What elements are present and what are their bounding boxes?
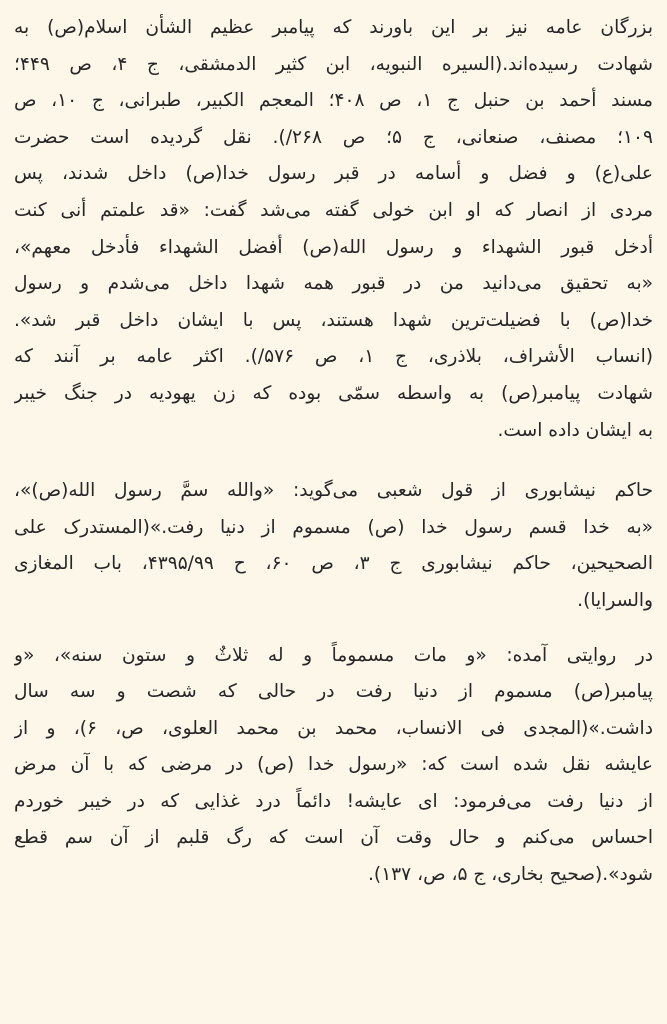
text-line: مردی از انصار که او ابن خولی گفته می‌شد گفت: «قد علمتم أنی کنت (14, 199, 653, 221)
text-line: «به تحقیق می‌دانید من در قبور همه شهدا داخل می‌شدم و رسول (14, 273, 653, 295)
text-line: از دنیا رفت می‌فرمود: ای عایشه! دائماً درد غذایی که در خیبر خوردم (14, 790, 653, 812)
paragraph-1 (14, 10, 653, 449)
text-line: در روایتی آمده: «و مات مسموماً و له ثلاثٌ و ستون سنه»، «و (14, 644, 653, 666)
text-line: والسرایا). (577, 589, 653, 611)
text-line: ۱۰۹؛ مصنف، صنعانی، ج ۵؛ ص ۲۶۸/). نقل گردیده است حضرت (14, 126, 653, 148)
paragraph-3 (14, 638, 653, 894)
text-line: «به خدا قسم رسول خدا (ص) مسموم از دنیا رفت.»(المستدرک علی (14, 516, 653, 538)
paragraph-spacer (14, 620, 653, 638)
text-line: پیامبر(ص) مسموم از دنیا رفت در حالی که شصت و سه سال (14, 681, 653, 703)
text-line: علی(ع) و فضل و أسامه در قبر رسول خدا(ص) داخل شدند، پس (14, 163, 653, 185)
text-line: شهادت پیامبر(ص) به واسطه سمّی بوده که زن یهودیه در جنگ خیبر (14, 382, 653, 404)
text-line: مسند أحمد بن حنبل ج ۱، ص ۴۰۸؛ المعجم الکبیر، طبرانی، ج ۱۰، ص (14, 90, 653, 112)
text-line: عایشه نقل شده است که: «رسول خدا (ص) در مرضی که با آن مرض (14, 754, 653, 776)
text-line: أدخل قبور الشهداء و رسول الله(ص) أفضل الشهداء فأدخل معهم»، (14, 236, 653, 258)
text-line: الصحیحین، حاکم نیشابوری ج ۳، ص ۶۰، ح ۴۳۹۵/۹۹، باب المغازی (14, 553, 653, 575)
text-line: شهادت رسیده‌اند.(السیره النبویه، ابن کثیر الدمشقی، ج ۴، ص ۴۴۹؛ (14, 53, 653, 75)
text-line: به ایشان داده است. (497, 419, 653, 441)
text-line: حاکم نیشابوری از قول شعبی می‌گوید: «والله سمَّ رسول الله(ص)»، (14, 480, 653, 502)
paragraph-2 (14, 473, 653, 619)
text-line: شود».(صحیح بخاری، ج ۵، ص، ۱۳۷). (368, 864, 653, 886)
text-line: بزرگان عامه نیز بر این باورند که پیامبر عظیم الشأن اسلام(ص) به (14, 17, 653, 38)
text-line: احساس می‌کنم و حال وقت آن است که رگ قلبم از آن سم قطع (14, 827, 653, 849)
text-line: داشت.»(المجدی فی الانساب، محمد بن محمد العلوی، ص، ۶)، و از (14, 717, 653, 739)
text-line: (انساب الأشراف، بلاذری، ج ۱، ص ۵۷۶/). اکثر عامه بر آنند که (14, 346, 653, 368)
paragraph-spacer (14, 449, 653, 473)
text-line: خدا(ص) با فضیلت‌ترین شهدا هستند، پس با ایشان داخل قبر شد». (14, 309, 653, 331)
